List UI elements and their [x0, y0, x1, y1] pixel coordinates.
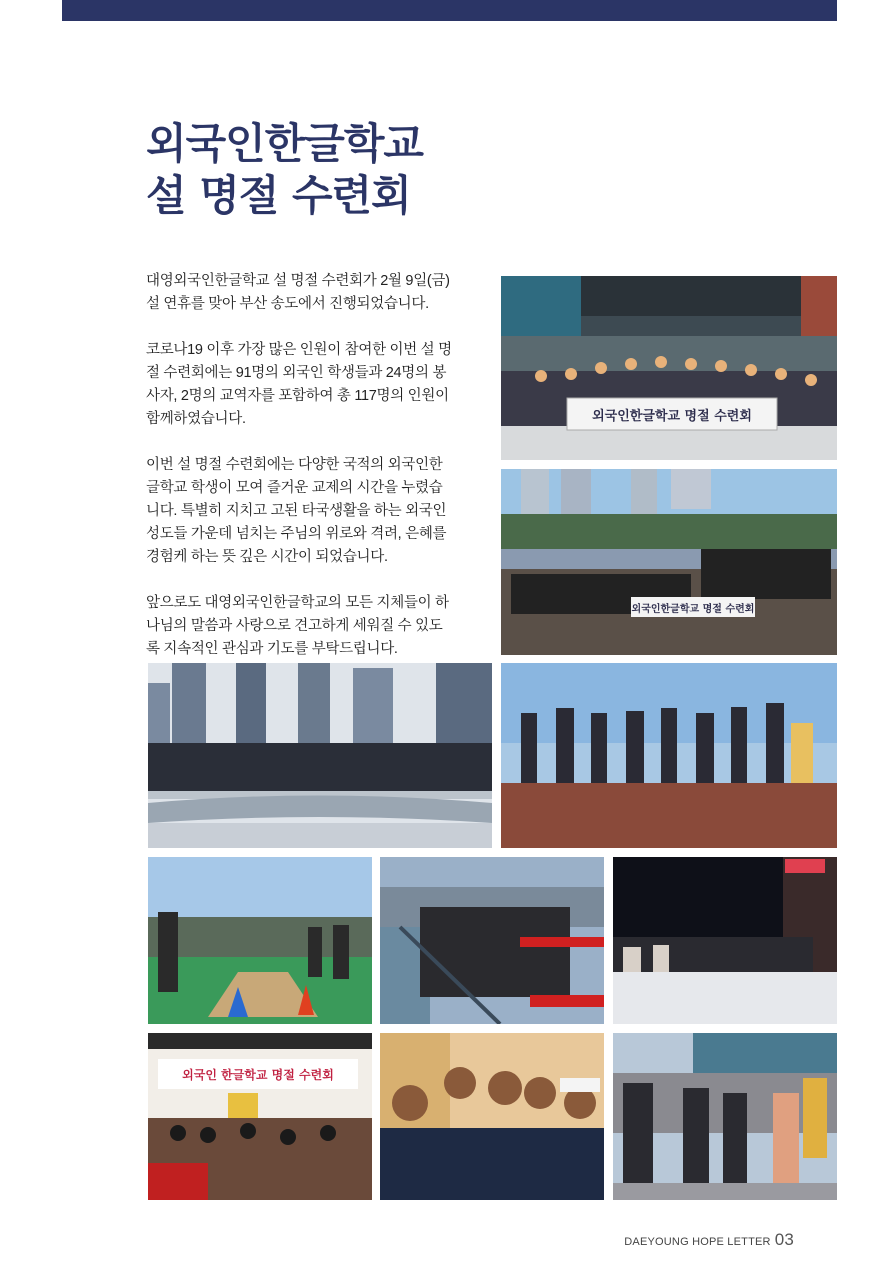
- photo-group-seaside: [501, 469, 837, 655]
- page-footer: [624, 1230, 794, 1250]
- stage-banner-text: 외국인 한글학교 명절 수련회: [182, 1068, 334, 1082]
- photo-field-game: [148, 857, 372, 1024]
- top-color-bar: [62, 0, 837, 21]
- paragraph-1: 대영외국인한글학교 설 명절 수련회가 2월 9일(금) 설 연휴를 맞아 부산 송도에서 진행되었습니다.: [146, 273, 450, 312]
- paragraph-4: 앞으로도 대영외국인한글학교의 모든 지체들이 하나님의 말씀과 사랑으로 견고하게 세워질 수 있도록 지속적인 관심과 기도를 부탁드립니다.: [146, 595, 449, 657]
- page-title: [146, 118, 506, 222]
- photo-observation-deck: [380, 857, 604, 1024]
- paragraph-2: 코로나19 이후 가장 많은 인원이 참여한 이번 설 명절 수련회에는 91명의 외국인 학생들과 24명의 봉사자, 2명의 교역자를 포함하여 총 117명의 인원이 함께하였습니다.: [146, 342, 452, 427]
- photo-plaza-group: [613, 1033, 837, 1200]
- photo-bridge-seagulls: [148, 663, 492, 848]
- footer-label: DAEYOUNG HOPE LETTER: [624, 1236, 771, 1248]
- title-line-2: 설 명절 수련회: [146, 171, 411, 220]
- photo-night-street: [613, 857, 837, 1024]
- photo-jumping-deck: [501, 663, 837, 848]
- article-body: [146, 270, 454, 684]
- paragraph-3: 이번 설 명절 수련회에는 다양한 국적의 외국인한글학교 학생이 모여 즐거운 교제의 시간을 누렸습니다. 특별히 지치고 고된 타국생활을 하는 외국인 성도들 가운데 넘치는 주님의 위로와 격려, 은혜를 경험케 하는 뜻 깊은 시간이 되었습니다.: [146, 457, 447, 565]
- photo-closeup-group: [380, 1033, 604, 1200]
- photo-group-building: [501, 276, 837, 460]
- photo-indoor-service: [148, 1033, 372, 1200]
- title-line-1: 외국인한글학교: [146, 119, 424, 168]
- page-number: 03: [774, 1230, 794, 1249]
- banner-text-2: 외국인한글학교 명절 수련회: [631, 604, 755, 615]
- banner-text-1: 외국인한글학교 명절 수련회: [592, 409, 752, 424]
